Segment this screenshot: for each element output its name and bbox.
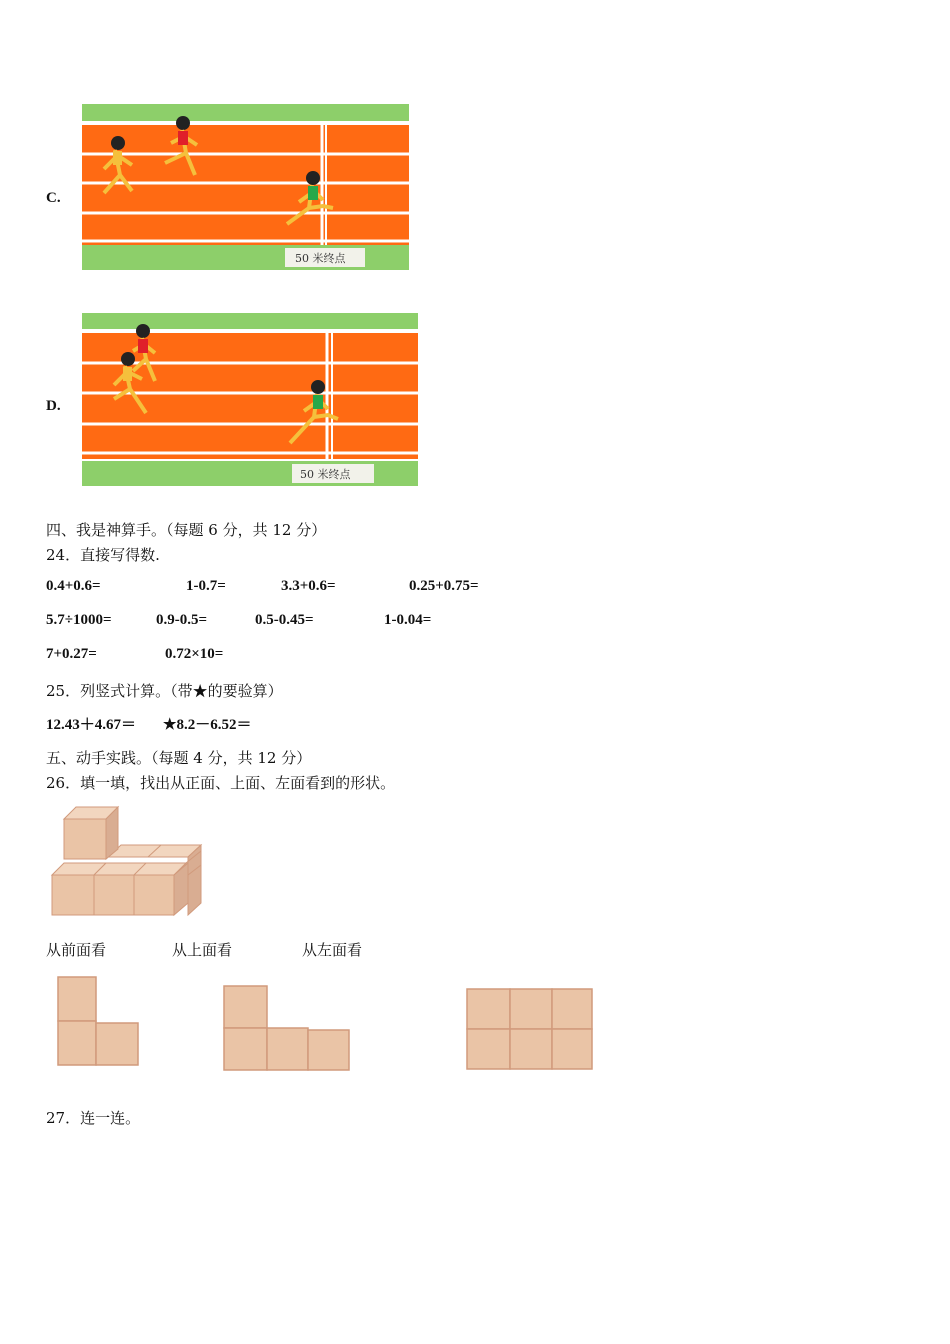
view-label-front: 从前面看 [46, 941, 107, 959]
option-d-label: D. [46, 398, 61, 414]
calc-item: 3.3+0.6= [281, 578, 336, 594]
view-label-left: 从左面看 [302, 941, 363, 959]
question-25-title: 25．列竖式计算。（带★的要验算） [46, 682, 283, 700]
calc-item: 0.9-0.5= [156, 612, 208, 628]
calc-item: 1-0.7= [186, 578, 226, 594]
question-27-title: 27．连一连。 [46, 1109, 141, 1127]
section-4-title: 四、我是神算手。（每题 6 分，共 12 分） [46, 521, 327, 539]
vertical-calc-item: ★8.2－6.52＝ [163, 717, 252, 733]
option-c-track-image [80, 103, 410, 271]
calc-item: 0.4+0.6= [46, 578, 101, 594]
cube-stack-image [46, 805, 206, 920]
question-24-title: 24．直接写得数. [46, 546, 160, 564]
vertical-calc-item: 12.43＋4.67＝ [46, 717, 137, 733]
calc-item: 7+0.27= [46, 646, 97, 662]
view-shape-1 [54, 975, 144, 1070]
calc-item: 1-0.04= [384, 612, 432, 628]
option-c-label: C. [46, 190, 61, 206]
finish-sign-text: 50 米终点 [300, 468, 351, 481]
calc-item: 0.25+0.75= [409, 578, 479, 594]
calc-item: 5.7÷1000= [46, 612, 112, 628]
calc-item: 0.5-0.45= [255, 612, 314, 628]
option-d-track-image [80, 311, 420, 487]
question-26-title: 26．填一填，找出从正面、上面、左面看到的形状。 [46, 774, 396, 792]
finish-sign-text: 50 米终点 [295, 252, 346, 265]
section-5-title: 五、动手实践。（每题 4 分，共 12 分） [46, 749, 312, 767]
calc-item: 0.72×10= [165, 646, 224, 662]
view-shape-2 [220, 983, 355, 1073]
view-label-top: 从上面看 [172, 941, 233, 959]
view-shape-3 [462, 985, 597, 1075]
